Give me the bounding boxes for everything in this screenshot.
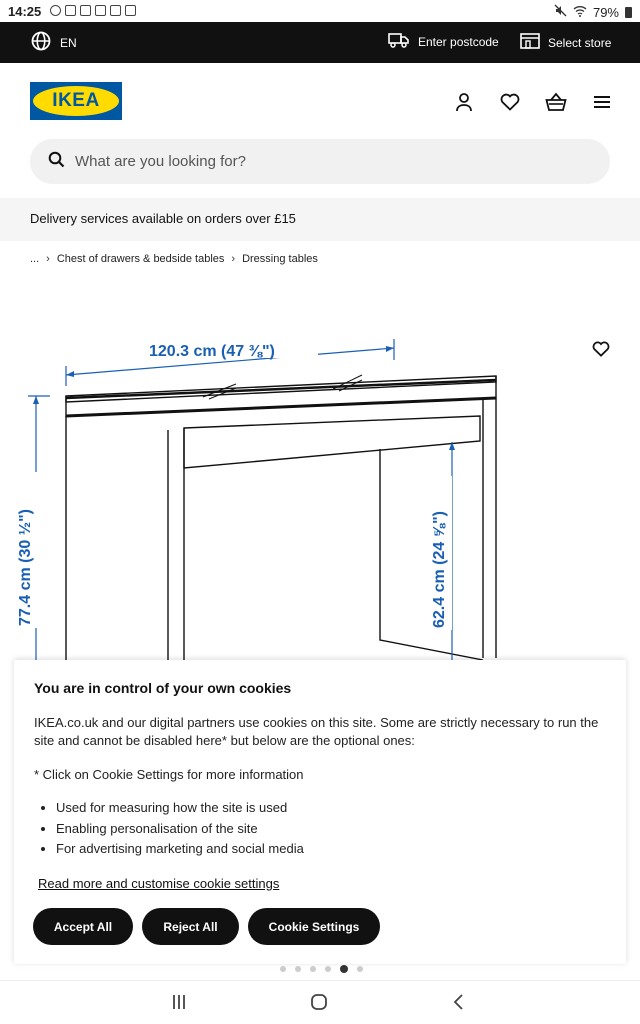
- account-icon[interactable]: [452, 90, 476, 114]
- shopping-basket-icon[interactable]: [544, 90, 568, 114]
- menu-hamburger-icon[interactable]: [590, 90, 614, 114]
- home-icon[interactable]: [310, 993, 328, 1016]
- notification-icon: [65, 5, 76, 16]
- carousel-dot[interactable]: [280, 966, 286, 972]
- store-label: Select store: [548, 35, 612, 50]
- postcode-label: Enter postcode: [418, 34, 499, 49]
- list-item: • Used for measuring how the site is used: [56, 798, 606, 819]
- product-favourite-icon[interactable]: [592, 341, 610, 362]
- notification-icon: [125, 5, 136, 16]
- image-carousel-dots: [280, 965, 363, 973]
- chevron-right-icon: ›: [231, 253, 236, 265]
- status-bar: [0, 0, 640, 22]
- height-label: 77.4 cm (30 ½"): [17, 509, 34, 626]
- wifi-icon: [573, 5, 587, 20]
- cookie-purpose-list: [34, 798, 606, 860]
- chevron-right-icon: ›: [46, 253, 50, 265]
- list-item: • For advertising marketing and social media: [56, 839, 606, 860]
- delivery-truck-icon: [388, 32, 410, 51]
- notification-icon: [110, 5, 121, 16]
- carousel-dot[interactable]: [295, 966, 301, 972]
- delivery-banner[interactable]: [0, 198, 640, 241]
- breadcrumb-item[interactable]: Chest of drawers & bedside tables: [56, 253, 225, 265]
- header-icons: [452, 90, 614, 114]
- width-label: 120.3 cm (47 ⅜"): [149, 343, 275, 360]
- search-input[interactable]: [75, 153, 555, 170]
- carousel-dot[interactable]: [310, 966, 316, 972]
- cookie-note: * Click on Cookie Settings for more information: [34, 767, 304, 782]
- inner-height-label: 62.4 cm (24 ⅝"): [431, 511, 448, 628]
- carousel-dot[interactable]: [325, 966, 331, 972]
- globe-icon: [31, 31, 51, 54]
- breadcrumb-ellipsis[interactable]: ...: [30, 253, 40, 265]
- ikea-logo[interactable]: [30, 82, 122, 120]
- search-bar[interactable]: [30, 139, 610, 184]
- accept-all-button[interactable]: Accept All: [33, 908, 133, 945]
- search-icon: [48, 151, 65, 173]
- notification-icons: [50, 5, 136, 16]
- language-label: EN: [60, 35, 77, 50]
- notification-icon: [80, 5, 91, 16]
- back-icon[interactable]: [452, 993, 466, 1016]
- breadcrumb: [30, 253, 318, 265]
- delivery-banner-text: Delivery services available on orders over £15: [30, 211, 296, 226]
- list-item: • Enabling personalisation of the site: [56, 819, 606, 840]
- notification-icon: [95, 5, 106, 16]
- battery-percent: 79%: [592, 4, 619, 20]
- system-navigation-bar: [0, 980, 640, 1024]
- carousel-dot-active[interactable]: [340, 965, 348, 973]
- reject-all-button[interactable]: Reject All: [142, 908, 239, 945]
- cookie-settings-button[interactable]: Cookie Settings: [248, 908, 380, 945]
- select-store-button[interactable]: [520, 32, 611, 53]
- logo-text: IKEA: [33, 86, 119, 116]
- breadcrumb-item[interactable]: Dressing tables: [242, 253, 318, 265]
- cookie-consent-dialog: [14, 660, 626, 964]
- store-icon: [520, 32, 540, 53]
- wishlist-heart-icon[interactable]: [498, 90, 522, 114]
- notification-icon: [50, 5, 61, 16]
- battery-icon: [625, 7, 632, 18]
- cookie-body: IKEA.co.uk and our digital partners use cookies on this site. Some are strictly necessary to run the site and cannot be disabled here* but below are the optional ones:: [34, 715, 599, 748]
- recent-apps-icon[interactable]: [171, 993, 187, 1016]
- language-selector[interactable]: [31, 31, 77, 54]
- mute-icon: [554, 4, 567, 20]
- read-more-link[interactable]: Read more and customise cookie settings: [38, 875, 280, 891]
- width-dimension: [66, 336, 394, 386]
- carousel-dot[interactable]: [357, 966, 363, 972]
- status-time: 14:25: [8, 4, 42, 19]
- cookie-buttons: [33, 908, 380, 945]
- inner-height-dimension: [428, 442, 455, 660]
- cookie-title: You are in control of your own cookies: [34, 680, 292, 696]
- height-dimension: [14, 396, 50, 660]
- postcode-button[interactable]: [388, 32, 499, 51]
- product-image[interactable]: [0, 300, 640, 660]
- utility-bar: [0, 22, 640, 63]
